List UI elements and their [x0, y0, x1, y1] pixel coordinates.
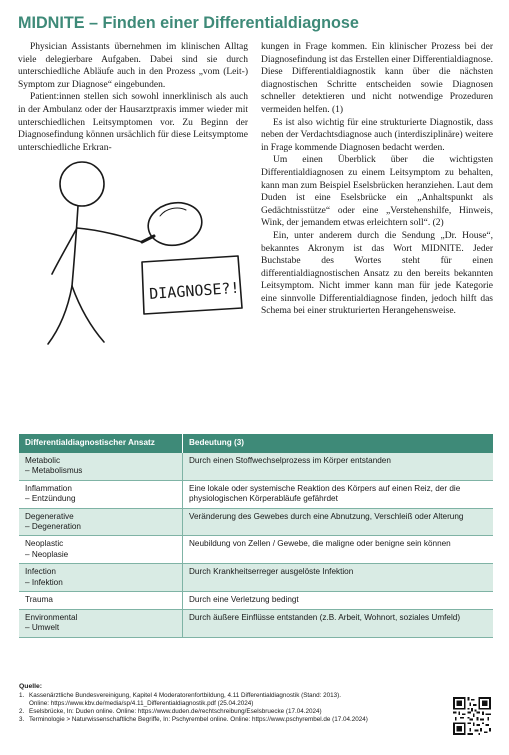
- table-cell-term: [19, 453, 183, 480]
- source-line: Kassenärztliche Bundesvereinigung, Kapitel 4 Moderatorenfortbildung, 4.11 Differentialdiagnostik (Stand: 2013).: [29, 692, 342, 700]
- paragraph: Es ist also wichtig für eine strukturierte Diagnostik, dass neben der Verdachtsdiagnose auch (interdisziplinäre) weitere in Frage kommende Diagnosen bedacht werden.: [261, 117, 493, 153]
- paragraph: Patient:innen stellen sich sowohl innerklinisch als auch in der Ambulanz oder der Hausarztpraxis immer wieder mit unterschiedlichen Leitsymptomen vor. Zu Beginn der Diagnosefindung können ursächlich für diese Leitsymptome unterschiedliche Erkran-: [18, 92, 248, 153]
- term-german: – Metabolismus: [25, 466, 83, 476]
- table-row: [19, 592, 493, 610]
- source-line[interactable]: Terminologie > Naturwissenschaftliche Begriffe, In: Pschyrembel online. Online: https://www.pschyrembel.de (17.04.2024): [29, 716, 368, 724]
- table-cell-meaning: Durch äußere Einflüsse entstanden (z.B. Arbeit, Wohnort, soziales Umfeld): [183, 610, 494, 638]
- qr-code-icon[interactable]: [453, 697, 491, 735]
- source-number: 3.: [19, 716, 25, 724]
- paragraph: Physician Assistants übernehmen im klinischen Alltag viele delegierbare Aufgaben. Dabei sind sie durch unterschiedliche Abläufe auch in den Prozess „vom (Leit-) Symptom zur Diagnose“ eingebunden.: [18, 42, 248, 90]
- table-cell-meaning: Durch Krankheitserreger ausgelöste Infektion: [183, 564, 494, 592]
- paragraph: Ein, unter anderem durch die Sendung „Dr. House“, bekanntes Akronym ist das Wort MIDNITE. Jeder Buchstabe des Wortes steht für einen differentialdiagnostischen Ansatz zu den bereits bekannten Leitsymptom. Nicht immer kann man für jede Kategorie eine sinnvolle Differentialdiagnose finden, jedoch hilft das Schema bei einer strukturierten Herangehensweise.: [261, 230, 493, 317]
- figure-right-arm: [77, 228, 142, 242]
- term-german: – Neoplasie: [25, 549, 69, 559]
- term-german: – Umwelt: [25, 623, 60, 633]
- term-label: Environmental: [25, 613, 78, 623]
- table-row: [19, 453, 493, 480]
- table-cell-term: [19, 536, 183, 564]
- term-german: – Degeneration: [25, 522, 81, 532]
- table-cell-term: [19, 610, 183, 638]
- term-label: Infection: [25, 567, 56, 577]
- table-cell-meaning: Veränderung des Gewebes durch eine Abnutzung, Verschleiß oder Alterung: [183, 508, 494, 536]
- figure-head: [60, 162, 104, 206]
- column-header: Differentialdiagnostischer Ansatz: [19, 434, 183, 453]
- magnifier-lens: [144, 198, 206, 250]
- table-cell-meaning: Durch einen Stoffwechselprozess im Körper entstanden: [183, 453, 494, 480]
- table-cell-term: [19, 592, 183, 610]
- table-cell-term: [19, 564, 183, 592]
- article-title: MIDNITE – Finden einer Differentialdiagnose: [18, 14, 359, 32]
- sign-text: DIAGNOSE?!: [148, 278, 241, 303]
- source-number: 2.: [19, 708, 25, 716]
- table-row: [19, 508, 493, 536]
- table-row: [19, 564, 493, 592]
- figure-right-leg: [72, 286, 104, 342]
- term-label: Trauma: [25, 595, 53, 605]
- source-number: 1.: [19, 692, 25, 700]
- table-cell-term: [19, 508, 183, 536]
- paragraph: kungen in Frage kommen. Ein klinischer Prozess bei der Diagnosefindung ist das Erstellen einer Differentialdiagnose. Diese Differentialdiagnostik kann über die nächsten diagnostischen Schritte entscheiden sowie Diagnosen schneller detektieren und nicht notwendige Prozeduren vermeiden helfen. (1): [261, 42, 493, 115]
- term-label: Degenerative: [25, 511, 74, 521]
- left-column: [18, 41, 248, 154]
- table-cell-meaning: Neubildung von Zellen / Gewebe, die maligne oder benigne sein können: [183, 536, 494, 564]
- table-cell-term: [19, 480, 183, 508]
- sources: [19, 683, 449, 724]
- paragraph: Um einen Überblick über die wichtigsten Differentialdiagnosen zu einem Leitsymptom zu behalten, kann man zum Beispiel Eselsbrücken heranziehen. Laut dem Duden ist eine Eselsbrücke ein „Anhaltspunkt als Gedächtnisstütze“ oder eine „Verstehenshilfe, Hinweis, Wink, der jemandem etwas erleichtern soll“. (2): [261, 155, 493, 229]
- term-german: – Infektion: [25, 577, 63, 587]
- table-header-row: [19, 434, 493, 453]
- term-german: – Entzündung: [25, 494, 76, 504]
- sources-heading: Quelle:: [19, 683, 43, 690]
- right-column: [261, 41, 493, 318]
- source-line[interactable]: Online: https://www.kbv.de/media/sp/4.11_Differentialdiagnostik.pdf (25.04.2024): [29, 700, 254, 708]
- source-line[interactable]: Eselsbrücke, In: Duden online. Online: https://www.duden.de/rechtschreibung/Eselsbruecke (17.04.2024): [29, 708, 322, 716]
- source-item: [19, 708, 449, 716]
- doctor-illustration: [20, 158, 250, 350]
- term-label: Inflammation: [25, 483, 72, 493]
- figure-body: [72, 206, 78, 286]
- table-cell-meaning: Eine lokale oder systemische Reaktion des Körpers auf einen Reiz, der die physiologischen Körperabläufe gefährdet: [183, 480, 494, 508]
- figure-left-leg: [48, 286, 72, 344]
- table-cell-meaning: Durch eine Verletzung bedingt: [183, 592, 494, 610]
- source-text: [29, 692, 341, 708]
- table-row: [19, 536, 493, 564]
- term-label: Metabolic: [25, 456, 61, 465]
- term-label: Neoplastic: [25, 539, 64, 549]
- source-item: [19, 692, 449, 708]
- midnite-table: [19, 434, 493, 638]
- table-row: [19, 480, 493, 508]
- column-header: Bedeutung (3): [183, 434, 494, 453]
- table-row: [19, 610, 493, 638]
- source-item: [19, 716, 449, 724]
